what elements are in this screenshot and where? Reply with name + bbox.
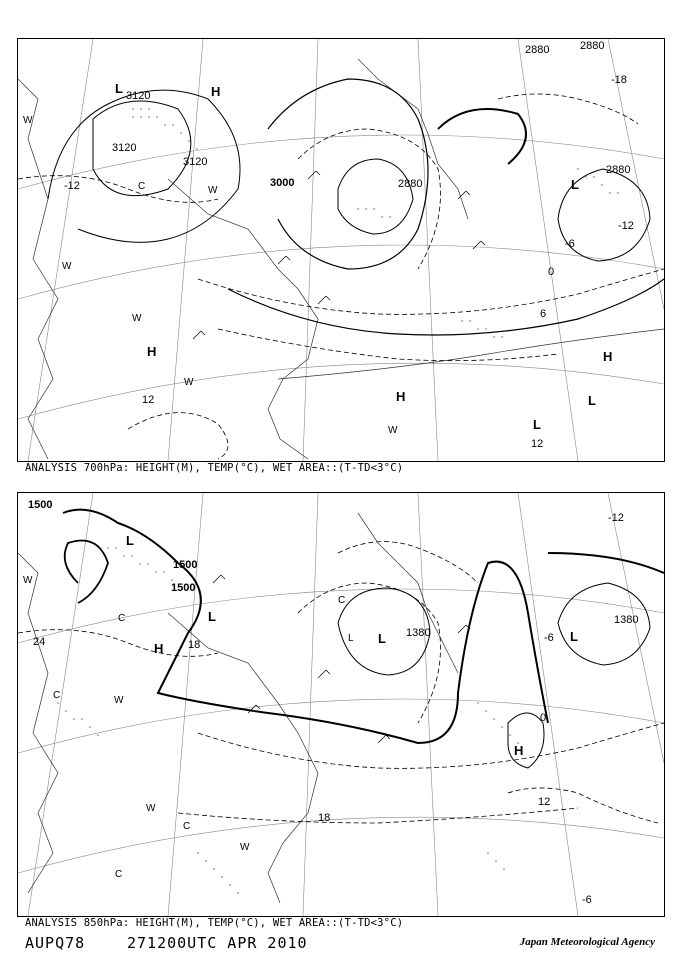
cold-mark: C <box>115 869 123 880</box>
analysis-datetime: 271200UTC APR 2010 <box>127 934 308 952</box>
high-center: H <box>396 389 406 404</box>
wet-areas <box>132 108 619 338</box>
air-mass-marks <box>23 575 345 880</box>
cold-mark: C <box>183 821 191 832</box>
isotherms <box>18 542 664 823</box>
temp-label: -12 <box>618 220 634 232</box>
map-850hpa <box>18 493 664 916</box>
high-center: H <box>514 743 524 758</box>
height-label: 3000 <box>270 177 295 189</box>
height-label: 1380 <box>614 614 639 626</box>
cold-mark: C <box>118 613 126 624</box>
warm-mark: W <box>240 842 250 853</box>
height-label: 3120 <box>183 156 208 168</box>
temp-label: 0 <box>548 266 555 278</box>
high-center: H <box>147 344 157 359</box>
temp-labels <box>64 74 634 450</box>
temp-label: 12 <box>538 796 551 808</box>
agency-name: Japan Meteorological Agency <box>519 936 655 948</box>
height-label: 2880 <box>580 40 605 52</box>
low-center: L <box>570 629 578 644</box>
warm-mark: W <box>132 313 142 324</box>
height-label: 3120 <box>112 142 137 154</box>
low-center: L <box>378 631 386 646</box>
temp-label: 24 <box>33 636 46 648</box>
warm-mark: W <box>388 425 398 436</box>
low-center: L <box>571 177 579 192</box>
air-mass-marks <box>23 115 398 436</box>
high-center: H <box>211 84 221 99</box>
temp-labels <box>33 512 624 906</box>
wet-areas <box>57 547 519 894</box>
coastlines <box>18 59 664 459</box>
low-center: L <box>126 533 134 548</box>
low-center: L <box>348 633 354 644</box>
high-center: H <box>603 349 613 364</box>
temp-label: -6 <box>582 894 592 906</box>
warm-mark: W <box>184 377 194 388</box>
warm-mark: W <box>146 803 156 814</box>
temp-label: 18 <box>318 812 331 824</box>
height-label: 1380 <box>406 627 431 639</box>
height-label: 1500 <box>28 499 53 511</box>
warm-mark: W <box>208 185 218 196</box>
height-label: 2880 <box>398 178 423 190</box>
caption-700hpa: ANALYSIS 700hPa: HEIGHT(M), TEMP(°C), WET AREA::(T-TD<3°C) <box>25 462 404 474</box>
low-center: L <box>588 393 596 408</box>
height-label: 3120 <box>126 90 151 102</box>
cold-mark: C <box>138 181 146 192</box>
chart-850hpa <box>17 492 665 917</box>
chart-700hpa <box>17 38 665 462</box>
low-center: L <box>115 81 123 96</box>
height-label: 1500 <box>173 559 198 571</box>
height-label: 2880 <box>606 164 631 176</box>
caption-850hpa: ANALYSIS 850hPa: HEIGHT(M), TEMP(°C), WET AREA::(T-TD<3°C) <box>25 917 404 929</box>
height-label: 2880 <box>525 44 550 56</box>
low-center: L <box>208 609 216 624</box>
temp-label: 0 <box>540 712 547 724</box>
cold-mark: C <box>338 595 346 606</box>
warm-mark: W <box>62 261 72 272</box>
height-label: 1500 <box>171 582 196 594</box>
temp-label: 12 <box>142 394 155 406</box>
warm-mark: W <box>114 695 124 706</box>
warm-mark: W <box>23 575 33 586</box>
temp-label: -6 <box>544 632 554 644</box>
temp-label: -12 <box>608 512 624 524</box>
low-center: L <box>533 417 541 432</box>
temp-label: -18 <box>611 74 627 86</box>
cold-mark: C <box>53 690 61 701</box>
temp-label: -12 <box>64 180 80 192</box>
high-center: H <box>154 641 164 656</box>
map-700hpa <box>18 39 664 461</box>
height-labels <box>112 40 630 190</box>
temp-label: 18 <box>188 639 201 651</box>
warm-mark: W <box>23 115 33 126</box>
graticule <box>18 39 664 461</box>
temp-label: -6 <box>565 238 575 250</box>
temp-label: 6 <box>540 308 547 320</box>
temp-label: 12 <box>531 438 544 450</box>
chart-code: AUPQ78 <box>25 934 86 952</box>
